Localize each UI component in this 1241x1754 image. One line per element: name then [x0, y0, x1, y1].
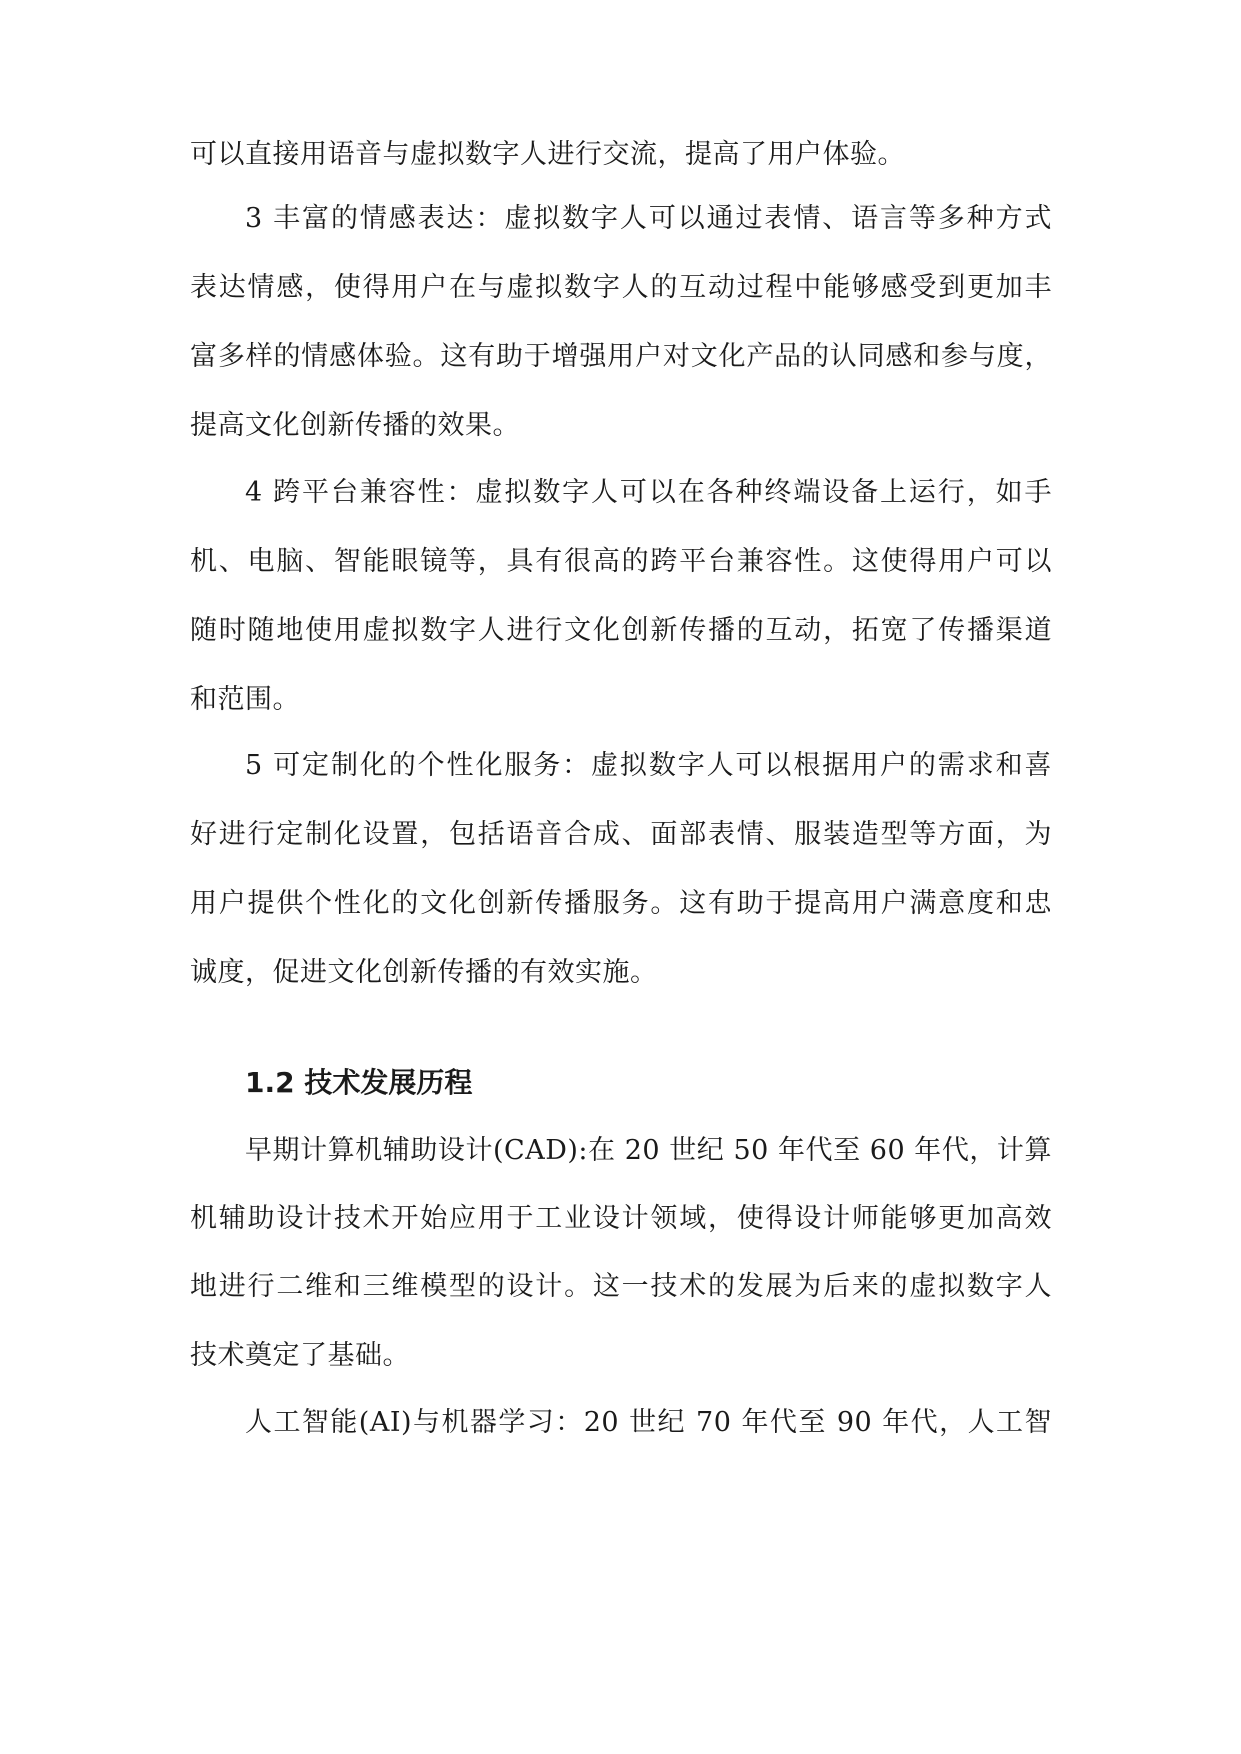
paragraph-line: 早期计算机辅助设计(CAD):在 20 世纪 50 年代至 60 年代，计算 [245, 1135, 1052, 1166]
paragraph-line: 人工智能(AI)与机器学习：20 世纪 70 年代至 90 年代，人工智 [245, 1407, 1052, 1438]
paragraph-line: 富多样的情感体验。这有助于增强用户对文化产品的认同感和参与度， [190, 341, 1052, 372]
paragraph-line: 随时随地使用虚拟数字人进行文化创新传播的互动，拓宽了传播渠道 [190, 615, 1052, 646]
paragraph-line: 诚度，促进文化创新传播的有效实施。 [190, 957, 658, 988]
paragraph-line: 用户提供个性化的文化创新传播服务。这有助于提高用户满意度和忠 [190, 888, 1052, 919]
paragraph-line: 和范围。 [190, 684, 300, 715]
section-heading: 1.2 技术发展历程 [245, 1066, 473, 1099]
paragraph-line: 好进行定制化设置，包括语音合成、面部表情、服装造型等方面，为 [190, 819, 1052, 850]
paragraph-line: 5 可定制化的个性化服务：虚拟数字人可以根据用户的需求和喜 [245, 750, 1052, 781]
paragraph-line: 4 跨平台兼容性：虚拟数字人可以在各种终端设备上运行，如手 [245, 477, 1052, 508]
paragraph-line: 地进行二维和三维模型的设计。这一技术的发展为后来的虚拟数字人 [190, 1271, 1052, 1302]
paragraph-line: 技术奠定了基础。 [190, 1340, 410, 1371]
paragraph-line: 3 丰富的情感表达：虚拟数字人可以通过表情、语言等多种方式 [245, 203, 1052, 234]
paragraph-line: 提高文化创新传播的效果。 [190, 410, 520, 441]
paragraph-line: 机、电脑、智能眼镜等，具有很高的跨平台兼容性。这使得用户可以 [190, 546, 1052, 577]
paragraph-line: 可以直接用语音与虚拟数字人进行交流，提高了用户体验。 [190, 139, 905, 170]
paragraph-line: 机辅助设计技术开始应用于工业设计领域，使得设计师能够更加高效 [190, 1203, 1052, 1234]
paragraph-line: 表达情感，使得用户在与虚拟数字人的互动过程中能够感受到更加丰 [190, 272, 1052, 303]
